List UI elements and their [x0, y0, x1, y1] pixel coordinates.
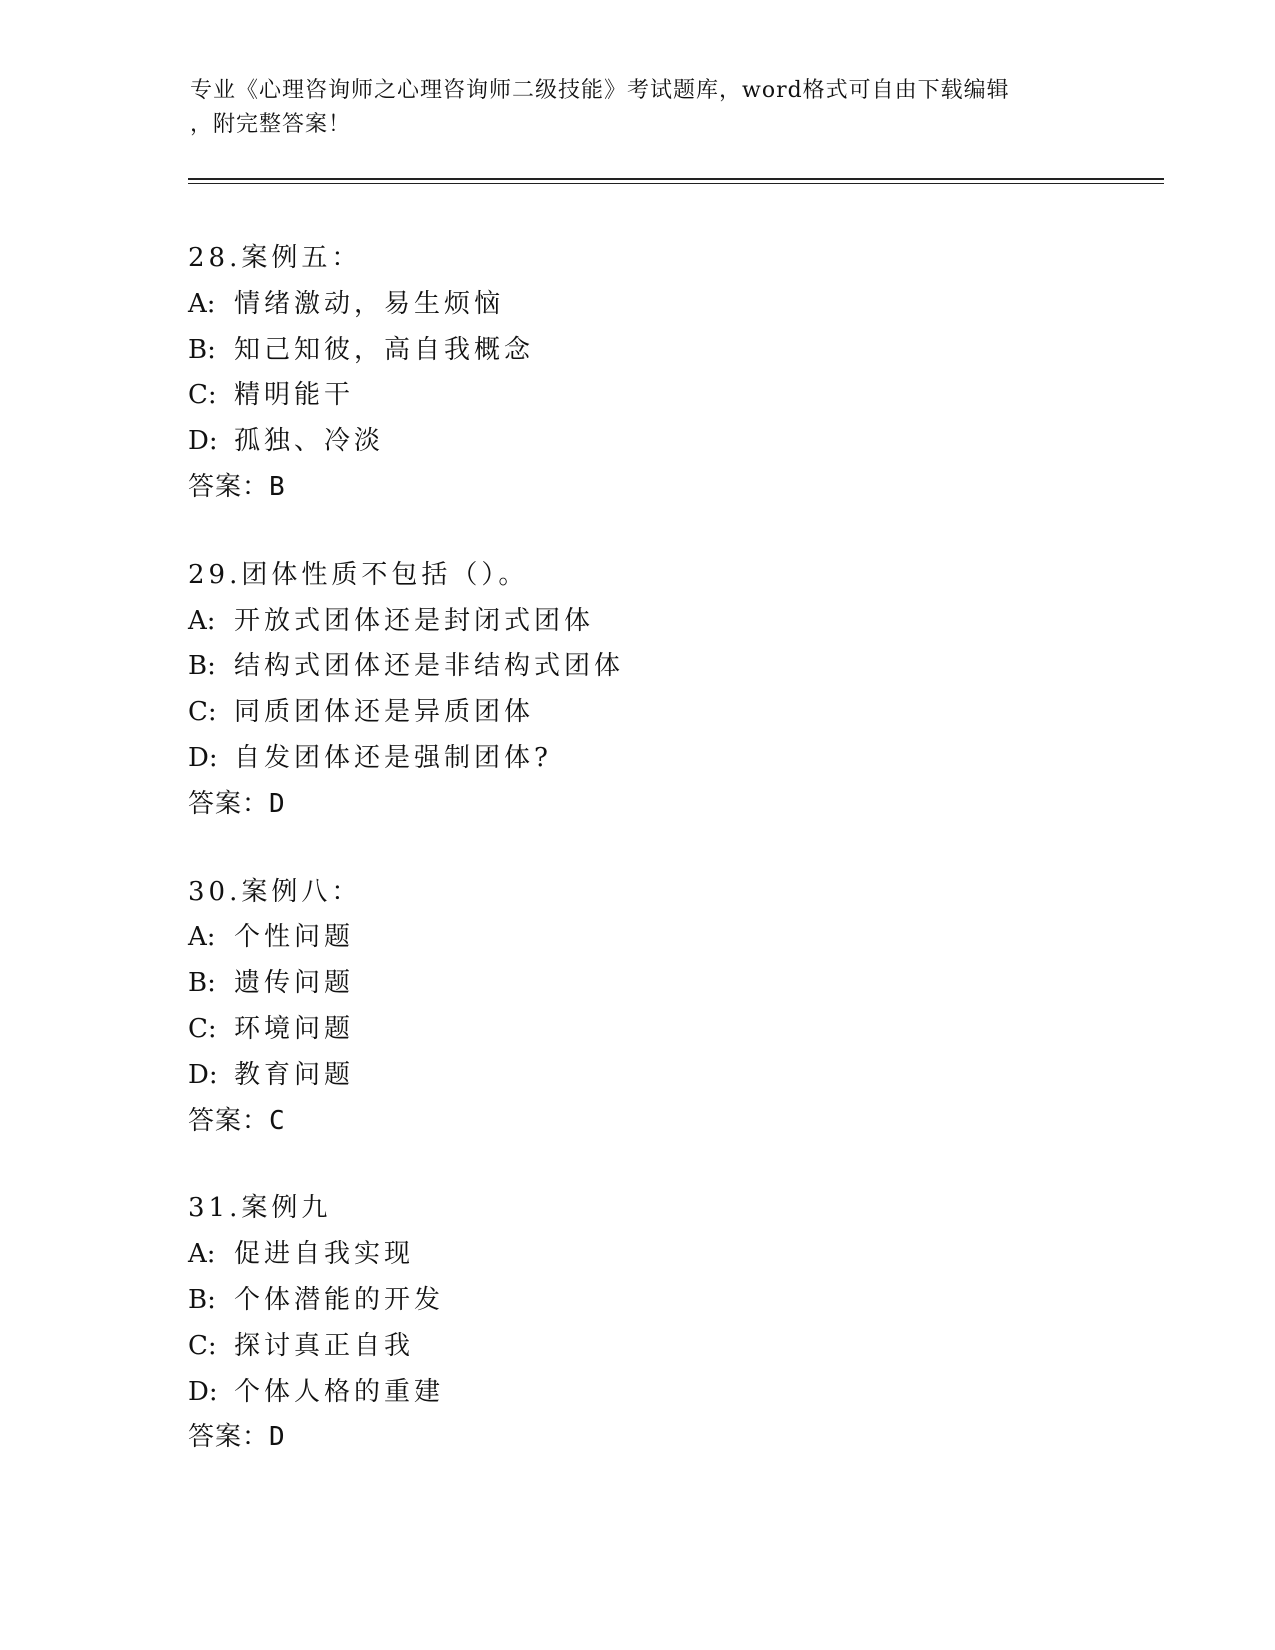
option-text: 遗传问题: [234, 968, 355, 999]
option-text: 精明能干: [234, 380, 355, 411]
option-text: 孤独、冷淡: [234, 426, 385, 457]
option-key: D:: [188, 426, 218, 457]
option-text: 开放式团体还是封闭式团体: [234, 605, 595, 636]
option-key: C:: [188, 380, 217, 411]
option-text: 同质团体还是异质团体: [234, 697, 535, 728]
option-d: [188, 1370, 1148, 1416]
option-a: [188, 915, 1148, 961]
option-c: [188, 1324, 1148, 1370]
option-b: [188, 1278, 1148, 1324]
option-d: [188, 1053, 1148, 1099]
option-text: 自发团体还是强制团体?: [234, 742, 552, 773]
option-text: 结构式团体还是非结构式团体: [234, 651, 625, 682]
option-key: C:: [188, 1013, 217, 1044]
option-key: D:: [188, 1059, 218, 1090]
option-c: [188, 690, 1148, 736]
option-key: B:: [188, 1284, 216, 1315]
option-text: 情绪激动，易生烦恼: [234, 288, 505, 319]
option-b: [188, 644, 1148, 690]
option-text: 环境问题: [234, 1013, 355, 1044]
option-key: A:: [188, 605, 216, 636]
option-d: [188, 419, 1148, 465]
option-key: B:: [188, 968, 216, 999]
option-text: 个体潜能的开发: [234, 1284, 445, 1315]
option-a: [188, 599, 1148, 645]
answer-line: 答案：D: [188, 788, 286, 819]
question-31: [188, 1186, 1148, 1461]
option-key: B:: [188, 334, 216, 365]
option-key: A:: [188, 1239, 216, 1270]
option-text: 个性问题: [234, 922, 355, 953]
question-stem: 30.案例八：: [188, 876, 362, 907]
answer-line: 答案：D: [188, 1422, 286, 1453]
header-title-line-2: ，附完整答案！: [190, 112, 352, 137]
option-c: [188, 373, 1148, 419]
option-key: C:: [188, 1330, 217, 1361]
answer-line: 答案：C: [188, 1105, 286, 1136]
question-list: [188, 236, 1148, 1461]
option-text: 教育问题: [234, 1059, 355, 1090]
option-text: 促进自我实现: [234, 1239, 415, 1270]
answer-line: 答案：B: [188, 471, 286, 502]
question-stem: 28.案例五：: [188, 243, 362, 273]
question-stem: 31.案例九: [188, 1193, 332, 1224]
option-d: [188, 736, 1148, 782]
option-text: 知己知彼，高自我概念: [234, 334, 535, 365]
option-c: [188, 1007, 1148, 1053]
option-key: B:: [188, 651, 216, 682]
header-divider: [188, 178, 1164, 184]
question-28: [188, 236, 1148, 511]
option-key: C:: [188, 697, 217, 728]
option-key: D:: [188, 1376, 218, 1407]
option-text: 探讨真正自我: [234, 1330, 415, 1361]
option-b: [188, 328, 1148, 374]
option-a: [188, 1232, 1148, 1278]
question-stem: 29.团体性质不包括（）。: [188, 559, 529, 590]
document-header: [190, 74, 1080, 142]
option-text: 个体人格的重建: [234, 1376, 445, 1407]
option-key: A:: [188, 922, 216, 953]
question-29: [188, 553, 1148, 828]
header-title-line-1: 专业《心理咨询师之心理咨询师二级技能》考试题库，word格式可自由下载编辑: [190, 78, 1010, 103]
option-key: A:: [188, 288, 216, 319]
option-a: [188, 282, 1148, 328]
question-30: [188, 870, 1148, 1145]
option-b: [188, 961, 1148, 1007]
option-key: D:: [188, 742, 218, 773]
